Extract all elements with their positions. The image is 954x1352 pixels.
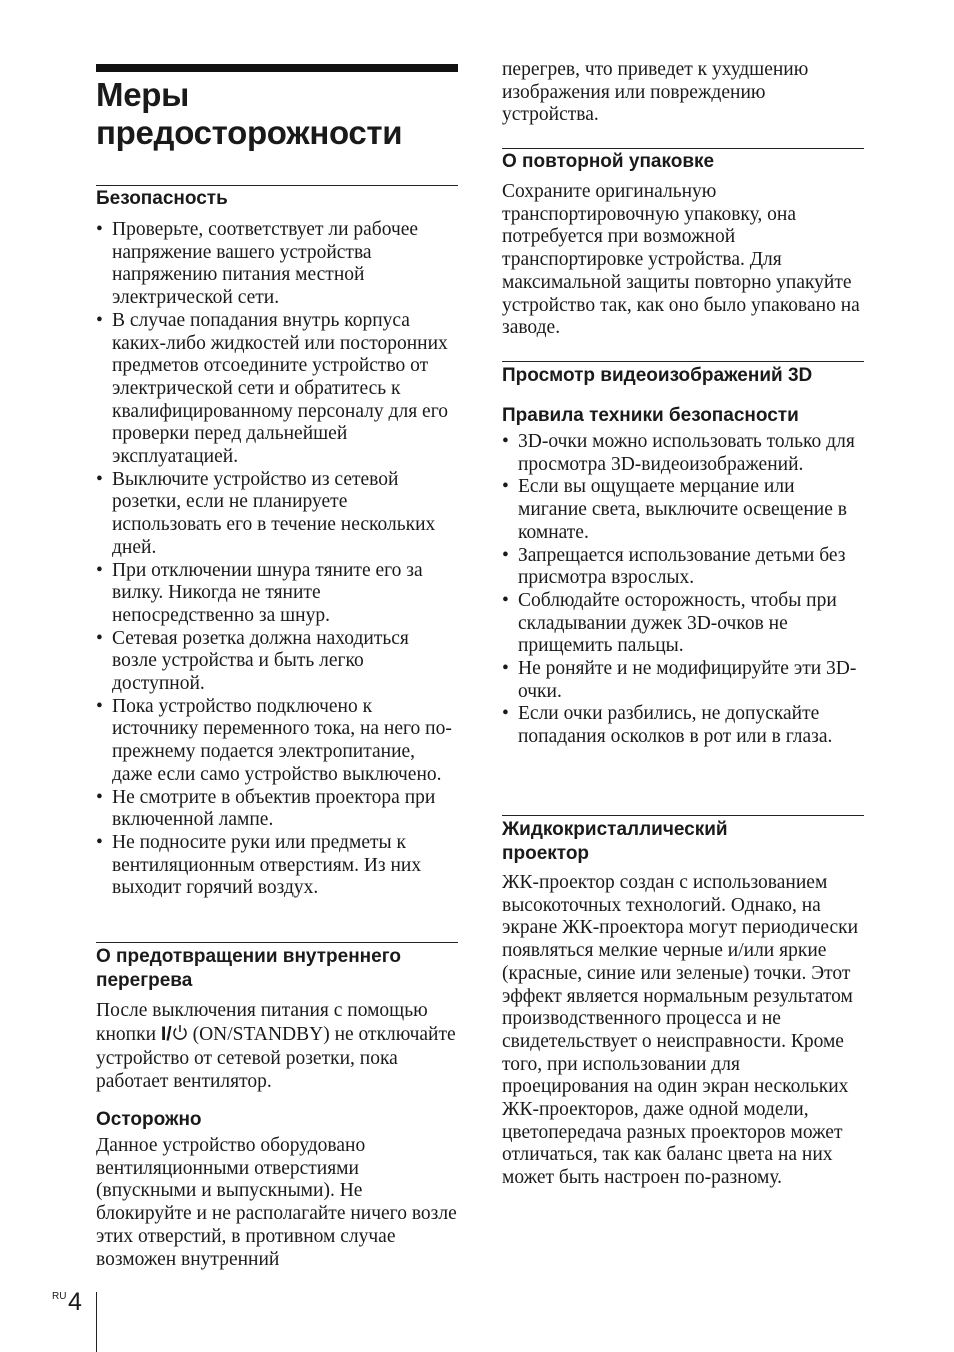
- list-item: • Соблюдайте осторожность, чтобы при складывании дужек 3D-очков не прищемить пальцы.: [502, 590, 864, 658]
- list-item: • Проверьте, соответствует ли рабочее напряжение вашего устройства напряжению питания местной электрической сети.: [96, 219, 458, 310]
- list-item: • В случае попадания внутрь корпуса каких-либо жидкостей или посторонних предметов отсоедините устройство от электрической сети и обратитесь к квалифицированному персоналу для его проверки перед дальнейшей эксплуатацией.: [96, 310, 458, 469]
- list-item: • Если вы ощущаете мерцание или мигание света, выключите освещение в комнате.: [502, 476, 864, 544]
- lcd-heading: Жидкокристаллический проектор: [502, 819, 728, 864]
- language-code: RU: [52, 1291, 67, 1302]
- caution-text-continued: перегрев, что приведет к ухудшению изображения или повреждению устройства.: [502, 59, 809, 126]
- lcd-rule: [502, 815, 864, 816]
- caution-heading: Осторожно: [96, 1109, 202, 1130]
- page-title-line1: Меры: [96, 76, 189, 113]
- view3d-list: [502, 431, 864, 749]
- list-item: • При отключении шнура тяните его за вилку. Никогда не тяните непосредственно за шнур.: [96, 560, 458, 628]
- list-item: • 3D-очки можно использовать только для просмотра 3D-видеоизображений.: [502, 431, 864, 476]
- list-item: • Выключите устройство из сетевой розетки, если не планируете использовать его в течение нескольких дней.: [96, 469, 458, 560]
- overheat-text-before: После выключения питания с помощью кнопки: [96, 1000, 428, 1045]
- list-item: • Пока устройство подключено к источнику переменного тока, на него по-прежнему подается электропитание, даже если само устройство выключено.: [96, 696, 458, 787]
- safety-list: [96, 219, 458, 900]
- caution-text: Данное устройство оборудовано вентиляционными отверстиями (впускными и выпускными). Не блокируйте и не располагайте ничего возле этих отверстий, в противном случае возможен внутренний: [96, 1135, 457, 1270]
- overheat-rule: [96, 942, 458, 943]
- list-item: • Если очки разбились, не допускайте попадания осколков в рот или в глаза.: [502, 703, 864, 748]
- footer-divider: [96, 1292, 97, 1352]
- view3d-rule: [502, 361, 864, 362]
- repack-rule: [502, 148, 864, 149]
- list-item: • Запрещается использование детьми без присмотра взрослых.: [502, 545, 864, 590]
- power-button-symbol: I/: [160, 1022, 172, 1045]
- overheat-heading: О предотвращении внутреннего перегрева: [96, 946, 401, 991]
- safety-rule: [96, 185, 458, 186]
- list-item: • Не роняйте и не модифицируйте эти 3D-очки.: [502, 658, 864, 703]
- page-title-line2: предосторожности: [96, 114, 403, 151]
- page-title: [96, 76, 402, 152]
- list-item: • Не смотрите в объектив проектора при включенной лампе.: [96, 787, 458, 832]
- view3d-heading: Просмотр видеоизображений 3D: [502, 365, 813, 386]
- view3d-subheading: Правила техники безопасности: [502, 405, 799, 426]
- safety-heading: Безопасность: [96, 188, 228, 209]
- page-number: 4: [68, 1288, 82, 1316]
- power-standby-icon: [172, 1024, 188, 1049]
- overheat-text: [96, 1000, 458, 1094]
- lcd-text: ЖК-проектор создан с использованием высокоточных технологий. Однако, на экране ЖК-проектора могут периодически появляться мелкие черные и/или яркие (красные, синие или зеленые) точки. Этот эффект является нормальным результатом производственного процесса и не свидетельствует о неисправности. Кроме того, при использовании для проецирования на один экран нескольких ЖК-проекторов, даже одной модели, цветопередача разных проекторов может отличаться, так как баланс цвета на них может быть настроен по-разному.: [502, 872, 859, 1189]
- overheat-text-after: (ON/STANDBY) не отключайте устройство от сетевой розетки, пока работает вентилятор.: [96, 1023, 456, 1093]
- repack-heading: О повторной упаковке: [502, 151, 715, 172]
- title-bar: [96, 64, 458, 72]
- repack-text: Сохраните оригинальную транспортировочную упаковку, она потребуется при возможной транспортировке устройства. Для максимальной защиты повторно упакуйте устройство так, как оно было упаковано на заводе.: [502, 181, 860, 339]
- list-item: • Не подносите руки или предметы к вентиляционным отверстиям. Из них выходит горячий воздух.: [96, 832, 458, 900]
- list-item: • Сетевая розетка должна находиться возле устройства и быть легко доступной.: [96, 628, 458, 696]
